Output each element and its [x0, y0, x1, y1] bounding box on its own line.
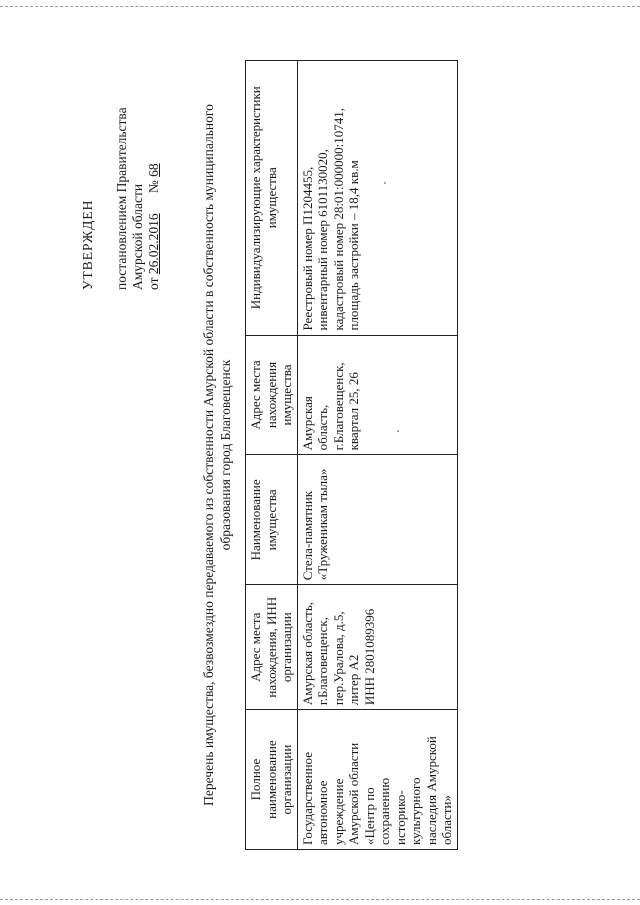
cell-line: кадастровый номер 28:01:000000:10741,	[330, 108, 346, 331]
approval-date: 26.02.2016	[146, 213, 161, 275]
cell-line: Амурская область,	[299, 601, 315, 706]
cell-line: г.Благовещенск,	[330, 362, 346, 451]
cell-line: квартал 25, 26	[346, 372, 361, 451]
header-full-name	[246, 710, 298, 850]
scan-speck	[397, 430, 399, 432]
heading-line-1: Перечень имущества, безвозмездно передаваемого из собственности Амурской области в собственность муниципального	[201, 104, 216, 806]
cell-line: историко-	[392, 790, 408, 845]
approval-line-1: постановлением Правительства	[114, 107, 129, 290]
header-property-address	[246, 335, 298, 455]
approval-block	[80, 60, 162, 290]
cell-line: пер.Уралова, д.5,	[330, 611, 346, 706]
header-line: организации	[279, 612, 294, 683]
cell-line: инвентарный номер 6101130020,	[315, 149, 330, 331]
cell-org-name	[297, 710, 457, 850]
approval-title: УТВЕРЖДЕН	[80, 199, 95, 290]
cell-line: литер А2	[346, 654, 361, 706]
cell-property-address	[297, 335, 457, 455]
cell-org-address	[297, 585, 457, 710]
cell-line: культурного	[408, 777, 423, 845]
cell-line: «Труженикам тыла»	[315, 468, 330, 581]
scan-edge-top	[0, 6, 640, 7]
cell-line: Государственное	[299, 752, 315, 845]
table-header-row	[246, 61, 298, 850]
cell-line: площадь застройки – 18,4 кв.м	[346, 160, 361, 331]
cell-line: автономное	[315, 780, 330, 845]
scan-speck	[384, 182, 386, 184]
cell-line: Амурской области	[346, 742, 361, 845]
approval-line-2: Амурской области	[130, 183, 145, 290]
cell-line: Реестровый номер П1204455,	[299, 166, 315, 331]
cell-line: Стела-памятник	[299, 490, 315, 581]
header-org-address	[246, 585, 298, 710]
header-line: Адрес места	[248, 612, 263, 682]
cell-line: области»	[439, 795, 454, 845]
header-line: Индивидуализирующие характеристики	[248, 86, 263, 310]
header-line: Адрес места	[248, 360, 263, 430]
header-line: нахождения, ИНН	[263, 596, 279, 698]
cell-line: наследия Амурской	[423, 736, 439, 845]
cell-line: учреждение	[330, 778, 346, 845]
table-row	[297, 61, 457, 850]
document-heading	[200, 60, 234, 850]
cell-line: Амурская	[299, 396, 315, 451]
cell-property-name	[297, 455, 457, 585]
cell-characteristics	[297, 61, 457, 336]
scan-edge-bottom	[0, 899, 640, 900]
cell-line: г.Благовещенск,	[315, 617, 330, 706]
header-line: организации	[279, 744, 294, 815]
header-property-name	[246, 455, 298, 585]
approval-number: 68	[146, 163, 161, 177]
header-line: нахождения	[263, 361, 279, 429]
header-line: Наименование	[248, 479, 263, 561]
rotated-document	[60, 60, 580, 850]
property-table	[245, 60, 458, 850]
header-line: имущества	[263, 489, 279, 551]
cell-line: ИНН 2801089396	[361, 608, 377, 706]
heading-line-2: образования город Благовещенск	[218, 359, 233, 551]
header-characteristics	[246, 61, 298, 336]
header-line: Полное	[248, 758, 263, 801]
header-line: имущества	[263, 167, 279, 229]
approval-date-line	[146, 60, 162, 290]
cell-line: «Центр по	[361, 787, 377, 845]
cell-line: сохранению	[377, 777, 392, 845]
cell-line: область,	[315, 404, 330, 451]
approval-from-prefix: от	[146, 277, 161, 290]
header-line: наименование	[263, 740, 279, 819]
approval-number-prefix: №	[146, 180, 161, 194]
header-line: имущества	[279, 364, 294, 426]
